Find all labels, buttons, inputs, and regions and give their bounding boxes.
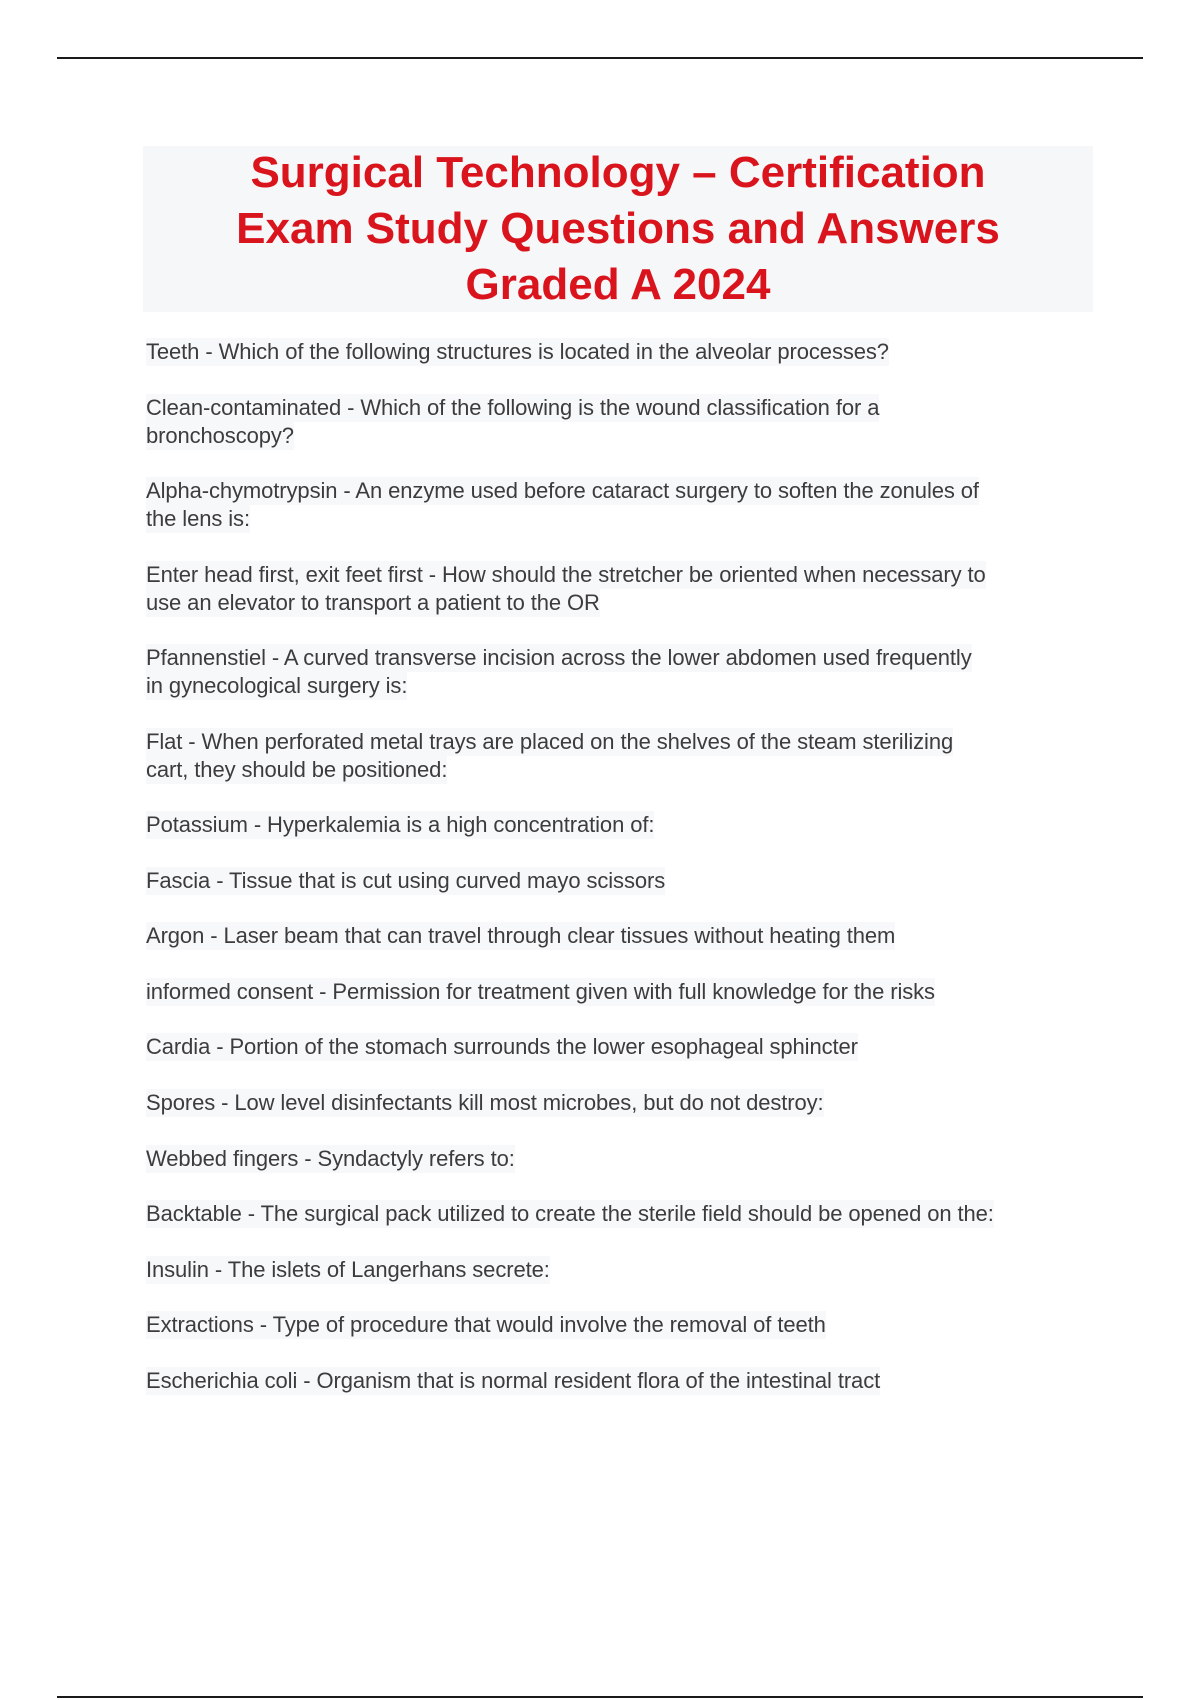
qa-item bbox=[146, 1033, 1096, 1061]
qa-line: Webbed fingers - Syndactyly refers to: bbox=[146, 1146, 515, 1171]
qa-item bbox=[146, 1256, 1096, 1284]
qa-line: Spores - Low level disinfectants kill most microbes, but do not destroy: bbox=[146, 1090, 824, 1115]
title-banner bbox=[143, 146, 1093, 312]
title-line: Graded A 2024 bbox=[465, 260, 771, 309]
qa-line: Escherichia coli - Organism that is normal resident flora of the intestinal tract bbox=[146, 1368, 881, 1393]
qa-line: Flat - When perforated metal trays are placed on the shelves of the steam sterilizing bbox=[146, 729, 954, 754]
qa-line: Enter head first, exit feet first - How should the stretcher be oriented when necessary to bbox=[146, 562, 986, 587]
qa-line: use an elevator to transport a patient to the OR bbox=[146, 590, 600, 615]
qa-item bbox=[146, 1200, 1096, 1228]
qa-line: in gynecological surgery is: bbox=[146, 673, 408, 698]
qa-item bbox=[146, 1145, 1096, 1173]
qa-line: Cardia - Portion of the stomach surrounds the lower esophageal sphincter bbox=[146, 1034, 858, 1059]
bottom-rule bbox=[57, 1696, 1143, 1698]
qa-item bbox=[146, 338, 1096, 366]
qa-item bbox=[146, 978, 1096, 1006]
qa-line: Potassium - Hyperkalemia is a high concentration of: bbox=[146, 812, 655, 837]
qa-line: Fascia - Tissue that is cut using curved mayo scissors bbox=[146, 868, 666, 893]
qa-line: bronchoscopy? bbox=[146, 423, 294, 448]
qa-item bbox=[146, 1311, 1096, 1339]
qa-item bbox=[146, 811, 1096, 839]
qa-line: Alpha-chymotrypsin - An enzyme used before cataract surgery to soften the zonules of bbox=[146, 478, 979, 503]
qa-line: Pfannenstiel - A curved transverse incision across the lower abdomen used frequently bbox=[146, 645, 972, 670]
qa-item bbox=[146, 561, 1096, 617]
qa-item bbox=[146, 644, 1096, 700]
qa-item bbox=[146, 1367, 1096, 1395]
qa-line: the lens is: bbox=[146, 506, 250, 531]
qa-line: Argon - Laser beam that can travel through clear tissues without heating them bbox=[146, 923, 896, 948]
qa-line: cart, they should be positioned: bbox=[146, 757, 448, 782]
qa-list bbox=[146, 338, 1096, 1395]
title-line: Exam Study Questions and Answers bbox=[236, 204, 1000, 253]
qa-line: Backtable - The surgical pack utilized to create the sterile field should be opened on the: bbox=[146, 1201, 994, 1226]
qa-line: informed consent - Permission for treatment given with full knowledge for the risks bbox=[146, 979, 935, 1004]
document-title bbox=[236, 145, 1000, 313]
qa-item bbox=[146, 1089, 1096, 1117]
qa-item bbox=[146, 728, 1096, 784]
qa-line: Teeth - Which of the following structures is located in the alveolar processes? bbox=[146, 339, 889, 364]
qa-line: Insulin - The islets of Langerhans secrete: bbox=[146, 1257, 550, 1282]
qa-item bbox=[146, 394, 1096, 450]
qa-line: Clean-contaminated - Which of the following is the wound classification for a bbox=[146, 395, 880, 420]
qa-item bbox=[146, 922, 1096, 950]
title-line: Surgical Technology – Certification bbox=[250, 148, 986, 197]
top-rule bbox=[57, 57, 1143, 59]
qa-item bbox=[146, 477, 1096, 533]
qa-line: Extractions - Type of procedure that would involve the removal of teeth bbox=[146, 1312, 826, 1337]
qa-item bbox=[146, 867, 1096, 895]
